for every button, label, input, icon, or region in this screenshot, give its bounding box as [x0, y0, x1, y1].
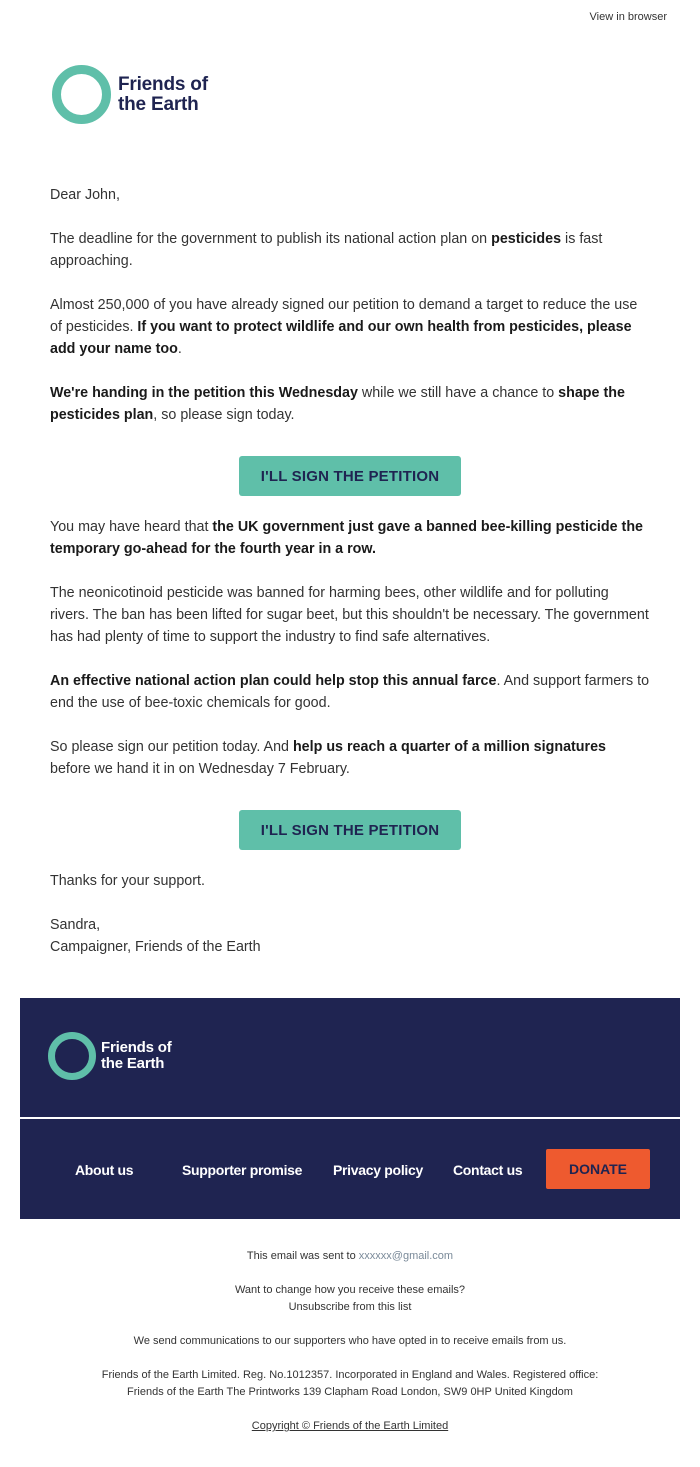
preferences-block	[0, 1282, 700, 1316]
footer-logo-ring-icon	[48, 1032, 96, 1080]
footer-logo-text: Friends of the Earth	[101, 1039, 172, 1072]
paragraph-signatures: Almost 250,000 of you have already signed our petition to demand a target to reduce the use of pesticides. If you want to protect wildlife and our own health from pesticides, please add your name too.	[50, 297, 638, 357]
friends-of-the-earth-logo[interactable]	[52, 65, 208, 124]
sign-off	[50, 870, 650, 958]
signature-name: Sandra,	[50, 917, 101, 933]
footer-link-contact-us[interactable]: Contact us	[453, 1162, 523, 1178]
footer-logo-band	[20, 998, 680, 1117]
company-info: Friends of the Earth Limited. Reg. No.1012357. Incorporated in England and Wales. Registered office: Friends of the Earth The Printworks 139 Clapham Road London, SW9 0HP United Kingdom	[101, 1369, 599, 1398]
signature-title: Campaigner, Friends of the Earth	[50, 939, 261, 955]
view-in-browser-link[interactable]: View in browser	[589, 11, 667, 23]
footer-nav	[20, 1119, 680, 1219]
sign-petition-button[interactable]: I'LL SIGN THE PETITION	[239, 456, 461, 496]
footer-link-supporter-promise[interactable]: Supporter promise	[182, 1162, 303, 1178]
paragraph-action-plan: An effective national action plan could help stop this annual farce. And support farmers to end the use of bee-toxic chemicals for good.	[50, 673, 650, 711]
copyright-link[interactable]: Copyright © Friends of the Earth Limited	[251, 1420, 449, 1432]
recipient-email-link[interactable]: xxxxxx@gmail.com	[358, 1250, 454, 1262]
change-preferences-text: Want to change how you receive these emails?	[234, 1284, 466, 1296]
sign-petition-button-2[interactable]: I'LL SIGN THE PETITION	[239, 810, 461, 850]
email-body	[50, 184, 650, 426]
greeting: Dear John,	[50, 187, 120, 203]
paragraph-neonicotinoid: The neonicotinoid pesticide was banned for harming bees, other wildlife and for polluting rivers. The ban has been lifted for sugar beet, but this shouldn't be necessary. The government has had plenty of time to support the industry to find safe alternatives.	[50, 585, 649, 645]
email-body-continued	[50, 516, 650, 780]
paragraph-deadline: The deadline for the government to publish its national action plan on pesticides is fast approaching.	[50, 231, 603, 269]
thanks-text: Thanks for your support.	[50, 873, 205, 889]
logo-ring-icon	[52, 65, 111, 124]
paragraph-sign-today: So please sign our petition today. And help us reach a quarter of a million signatures before we hand it in on Wednesday 7 February.	[50, 739, 606, 777]
paragraph-uk-government: You may have heard that the UK government just gave a banned bee-killing pesticide the temporary go-ahead for the fourth year in a row.	[50, 519, 644, 557]
donate-button[interactable]: DONATE	[546, 1149, 650, 1189]
footer-logo[interactable]	[48, 1032, 172, 1080]
opted-in-text: We send communications to our supporters who have opted in to receive emails from us.	[133, 1335, 567, 1347]
logo-text: Friends of the Earth	[118, 73, 208, 115]
sent-to-line: This email was sent to xxxxxx@gmail.com	[246, 1250, 454, 1262]
footer-link-privacy-policy[interactable]: Privacy policy	[333, 1162, 423, 1178]
paragraph-handing-in: We're handing in the petition this Wednesday while we still have a chance to shape the pesticides plan, so please sign today.	[50, 385, 625, 423]
copyright	[0, 1418, 700, 1435]
footer-link-about-us[interactable]: About us	[75, 1162, 134, 1178]
unsubscribe-link[interactable]: Unsubscribe from this list	[288, 1301, 412, 1313]
